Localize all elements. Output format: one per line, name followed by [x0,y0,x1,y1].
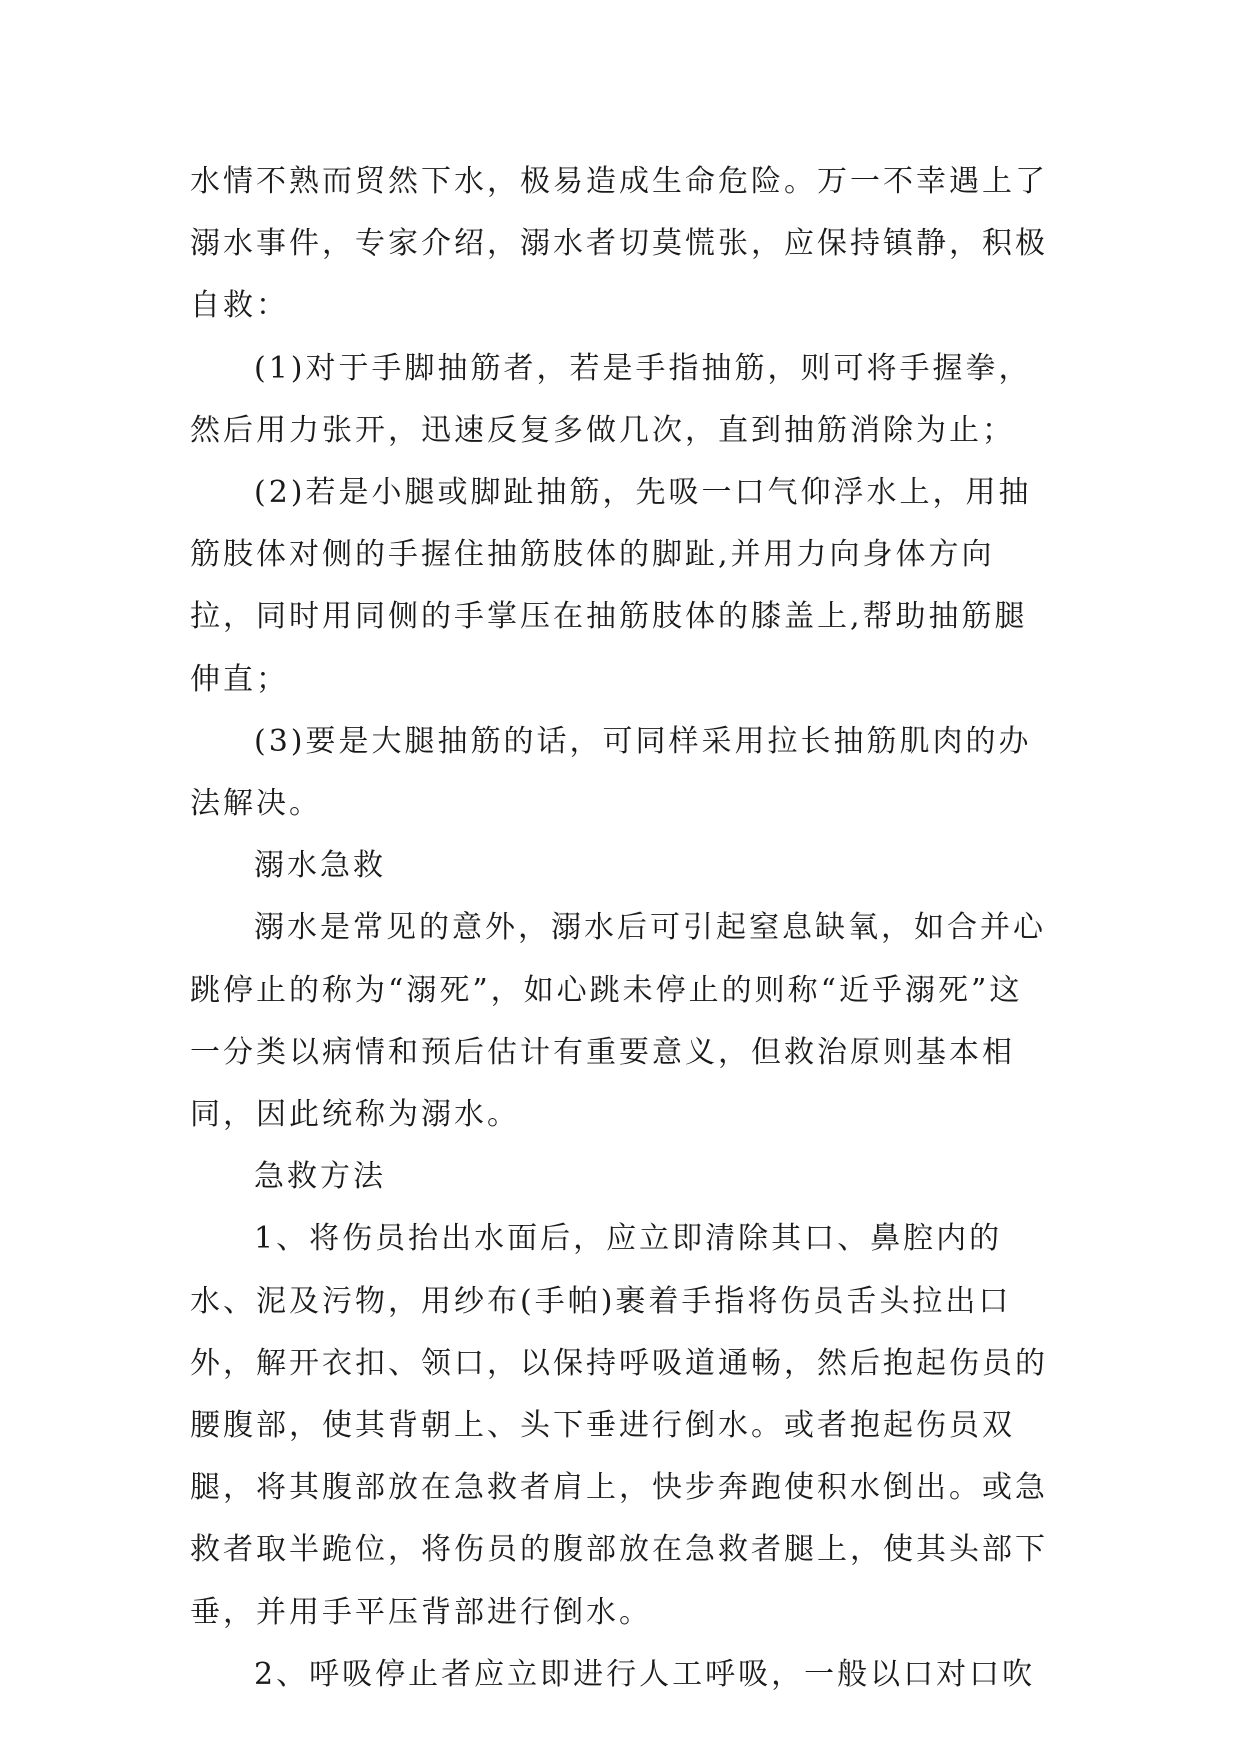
paragraph-item-1: (1)对于手脚抽筋者，若是手指抽筋，则可将手握拳，然后用力张开，迅速反复多做几次，直到抽筋消除为止； [190,350,1032,448]
paragraph-item-2: (2)若是小腿或脚趾抽筋，先吸一口气仰浮水上，用抽筋肢体对侧的手握住抽筋肢体的脚趾,并用力向身体方向拉，同时用同侧的手掌压在抽筋肢体的膝盖上,帮助抽筋腿伸直； [190,475,1032,697]
paragraph-item-3: (3)要是大腿抽筋的话，可同样采用拉长抽筋肌肉的办法解决。 [190,723,1032,822]
paragraph-drowning-definition: 溺水是常见的意外，溺水后可引起窒息缺氧，如合并心跳停止的称为“溺死”，如心跳未停止的则称“近乎溺死”这一分类以病情和预后估计有重要意义，但救治原则基本相同，因此统称为溺水。 [190,910,1046,1133]
section-heading-drowning-rescue: 溺水急救 [254,848,386,884]
paragraph-method-2: 2、呼吸停止者应立即进行人工呼吸，一般以口对口吹 [254,1656,1036,1692]
section-heading-first-aid-methods: 急救方法 [254,1159,386,1195]
document-body [190,151,1050,1706]
paragraph-intro: 水情不熟而贸然下水，极易造成生命危险。万一不幸遇上了溺水事件，专家介绍，溺水者切莫慌张，应保持镇静，积极自救： [190,164,1048,324]
paragraph-method-1: 1、将伤员抬出水面后，应立即清除其口、鼻腔内的水、泥及污物，用纱布(手帕)裹着手指将伤员舌头拉出口外，解开衣扣、领口，以保持呼吸道通畅，然后抱起伤员的腰腹部，使其背朝上、头下垂进行倒水。或者抱起伤员双腿，将其腹部放在急救者肩上，快步奔跑使积水倒出。或急救者取半跪位，将伤员的腹部放在急救者腿上，使其头部下垂，并用手平压背部进行倒水。 [190,1221,1048,1630]
